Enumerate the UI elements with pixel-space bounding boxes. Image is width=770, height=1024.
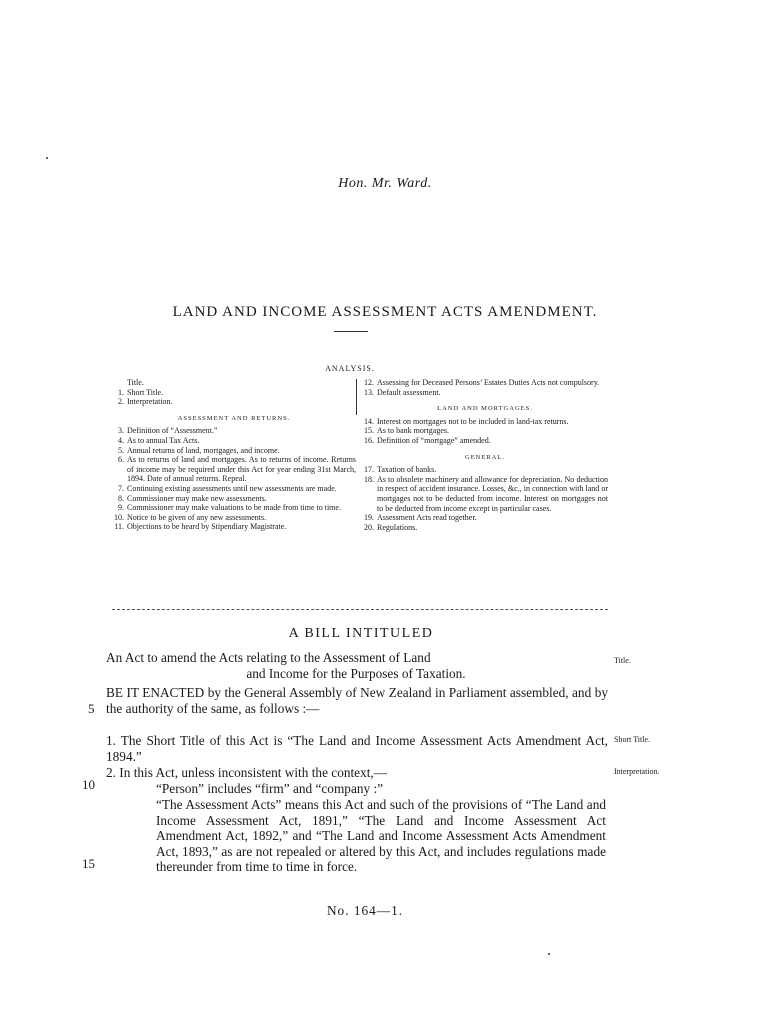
- section-divider: [112, 609, 608, 610]
- long-title-line: An Act to amend the Acts relating to the Assessment of Land: [106, 650, 431, 665]
- entry-text: As to annual Tax Acts.: [127, 435, 200, 445]
- bill-title: LAND AND INCOME ASSESSMENT ACTS AMENDMENT.: [172, 304, 598, 320]
- analysis-entry: [362, 436, 608, 446]
- entry-text: As to obsolete machinery and allowance for depreciation. No deduction in respect of accident insurance. Losses, &c., in connection with land or mortgages not to be deducted from income. Interest on mortgages not to be deducted from income except in particular cases.: [377, 474, 608, 513]
- entry-number: 10.: [114, 512, 124, 522]
- line-number: 15: [82, 856, 95, 871]
- print-speck: [46, 157, 48, 159]
- entry-number: 9.: [118, 503, 124, 513]
- analysis-subheading: GENERAL.: [465, 453, 505, 461]
- entry-text: Definition of “Assessment.”: [127, 426, 218, 436]
- analysis-left-column: [112, 378, 356, 532]
- entry-number: 3.: [118, 426, 124, 436]
- entry-text: Interest on mortgages not to be included in land-tax returns.: [377, 416, 569, 426]
- entry-number: 6.: [118, 455, 124, 465]
- line-number: 5: [88, 701, 95, 716]
- entry-number: 16.: [364, 435, 374, 445]
- analysis-heading: ANALYSIS.: [325, 364, 375, 373]
- entry-number: 12.: [364, 378, 374, 387]
- analysis-entry: [112, 378, 356, 388]
- print-speck: [548, 953, 550, 955]
- entry-text: Objections to be heard by Stipendiary Magistrate.: [127, 522, 287, 532]
- analysis-entry: [112, 522, 356, 532]
- entry-text: Default assessment.: [377, 387, 441, 397]
- bill-heading: A BILL INTITULED: [288, 626, 434, 641]
- entry-number: 1.: [118, 387, 124, 397]
- analysis-entry: [362, 475, 608, 513]
- entry-text: Short Title.: [127, 387, 164, 397]
- entry-text: Assessment Acts read together.: [377, 513, 477, 523]
- long-title: [106, 650, 606, 681]
- entry-text: As to bank mortgages.: [377, 426, 449, 436]
- analysis-entry: [362, 513, 608, 523]
- sponsor-heading: Hon. Mr. Ward.: [338, 176, 432, 191]
- entry-number: 8.: [118, 493, 124, 503]
- analysis-entry: [112, 436, 356, 446]
- definition-person: “Person” includes “firm” and “company :”: [156, 781, 384, 796]
- analysis-entry: [362, 388, 608, 398]
- analysis-entry: [112, 484, 356, 494]
- entry-text: Notice to be given of any new assessments.: [127, 512, 267, 522]
- entry-number: 2.: [118, 397, 124, 407]
- entry-number: 14.: [364, 416, 374, 426]
- analysis-entry: [112, 513, 356, 523]
- entry-text: As to returns of land and mortgages. As to returns of income. Returns of income may be required under this Act for year ending 31st March, 1894. Date of annual returns. Repeal.: [127, 455, 356, 484]
- section-1: 1. The Short Title of this Act is “The Land and Income Assessment Acts Amendment Act, 1894.”: [106, 733, 608, 764]
- analysis-entry: [112, 388, 356, 398]
- margin-note-title: Title.: [614, 656, 631, 665]
- analysis-entry: [112, 494, 356, 504]
- analysis-entry: [362, 523, 608, 533]
- analysis-entry: [362, 417, 608, 427]
- analysis-entry: [112, 455, 356, 484]
- analysis-subheading: ASSESSMENT AND RETURNS.: [177, 414, 291, 422]
- analysis-entry: [112, 426, 356, 436]
- bill-number: No. 164—1.: [326, 903, 404, 918]
- entry-text: Annual returns of land, mortgages, and income.: [127, 445, 280, 455]
- entry-number: 4.: [118, 435, 124, 445]
- analysis-entry: [362, 465, 608, 475]
- analysis-subheading: LAND AND MORTGAGES.: [437, 405, 533, 413]
- column-divider: [356, 379, 357, 415]
- analysis-entry: [362, 378, 608, 388]
- entry-text: Interpretation.: [127, 397, 173, 407]
- entry-number: 17.: [364, 465, 374, 475]
- analysis-entry: [112, 446, 356, 456]
- entry-text: Title.: [127, 378, 144, 387]
- section-2: 2. In this Act, unless inconsistent with the context,—: [106, 765, 388, 780]
- analysis-entry: [362, 426, 608, 436]
- entry-text: Definition of “mortgage” amended.: [377, 435, 491, 445]
- entry-text: Taxation of banks.: [377, 465, 437, 475]
- margin-note-short-title: Short Title.: [614, 735, 651, 744]
- enacting-clause: BE IT ENACTED by the General Assembly of New Zealand in Parliament assembled, and by the authority of the same, as follows :—: [106, 685, 608, 716]
- analysis-right-column: [362, 378, 608, 532]
- entry-number: 19.: [364, 513, 374, 523]
- entry-number: 13.: [364, 387, 374, 397]
- entry-number: 15.: [364, 426, 374, 436]
- long-title-line: and Income for the Purposes of Taxation.: [246, 665, 466, 681]
- definition-assessment-acts: “The Assessment Acts” means this Act and such of the provisions of “The Land and Income Assessment Act, 1891,” “The Land and Income Assessment Act Amendment Act, 1892,” and “The Land and Income Assessment Acts Amendment Act, 1893,” as are not repealed or altered by this Act, and includes regulations made thereunder from time to time in force.: [156, 797, 606, 875]
- entry-number: 20.: [364, 522, 374, 532]
- entry-text: Assessing for Deceased Persons’ Estates Duties Acts not compulsory.: [377, 378, 600, 387]
- margin-note-interpretation: Interpretation.: [614, 767, 660, 776]
- entry-text: Commissioner may make valuations to be made from time to time.: [127, 503, 341, 513]
- analysis-entry: [112, 503, 356, 513]
- entry-number: 7.: [118, 483, 124, 493]
- entry-number: 18.: [364, 474, 374, 484]
- analysis-entry: [112, 397, 356, 407]
- entry-number: 5.: [118, 445, 124, 455]
- entry-text: Regulations.: [377, 522, 418, 532]
- entry-number: 11.: [114, 522, 124, 532]
- line-number: 10: [82, 777, 95, 792]
- entry-text: Continuing existing assessments until new assessments are made.: [127, 483, 337, 493]
- entry-text: Commissioner may make new assessments.: [127, 493, 267, 503]
- title-rule: [334, 331, 368, 332]
